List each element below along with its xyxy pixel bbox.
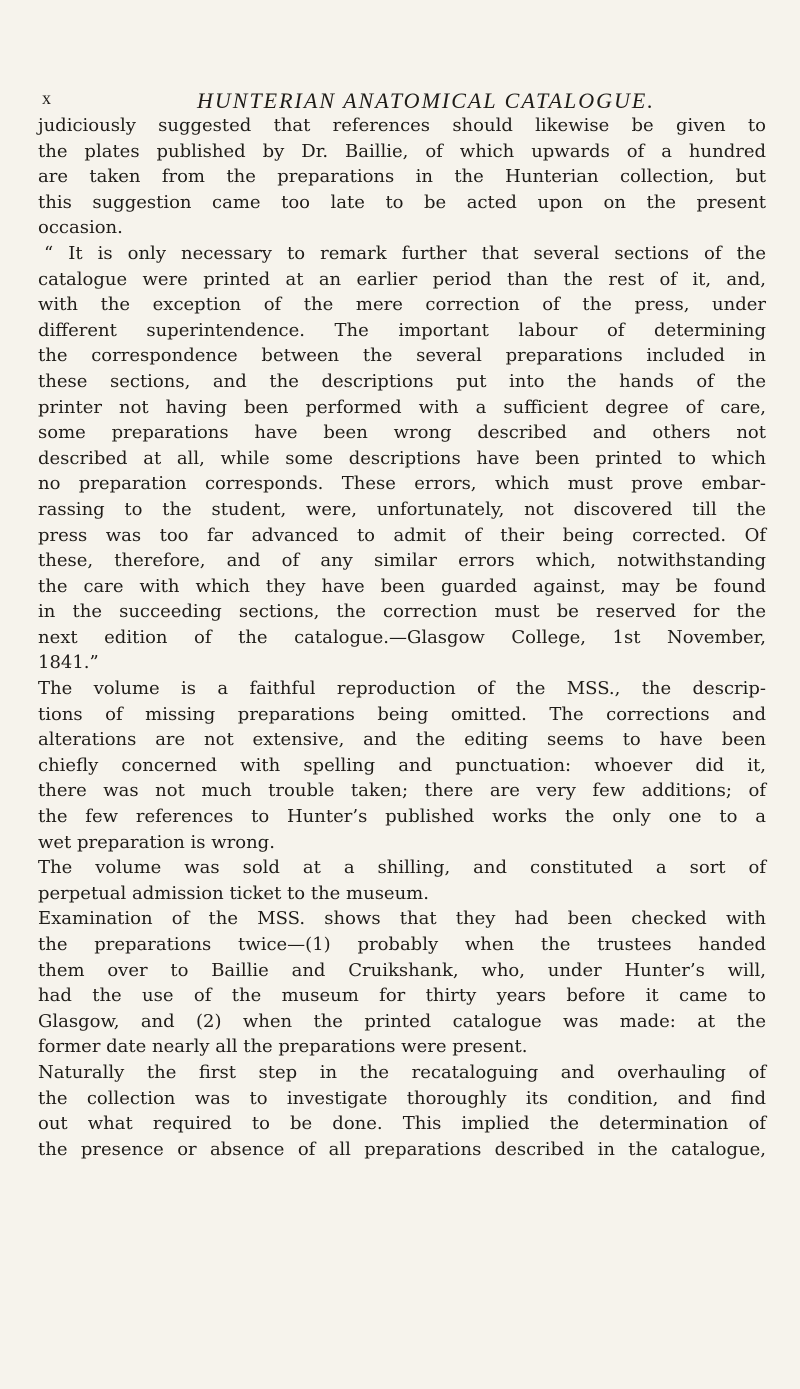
text-line: the plates published by Dr. Baillie, of which upwards of a hundred xyxy=(38,140,766,162)
text-line: the collection was to investigate thoroughly its condition, and find xyxy=(38,1087,766,1109)
text-line: in the succeeding sections, the correction must be reserved for the xyxy=(38,601,766,623)
text-line: catalogue were printed at an earlier period than the rest of it, and, xyxy=(38,268,766,290)
text-line: described at all, while some descriptions have been printed to which xyxy=(38,447,766,469)
text-line: perpetual admission ticket to the museum. xyxy=(38,882,429,904)
running-title: HUNTERIAN ANATOMICAL CATALOGUE. xyxy=(197,88,655,113)
text-line: rassing to the student, were, unfortunately, not discovered till the xyxy=(38,498,766,520)
text-line: Glasgow, and (2) when the printed catalogue was made: at the xyxy=(38,1010,766,1032)
text-line: printer not having been performed with a sufficient degree of care, xyxy=(38,396,766,418)
page-number: x xyxy=(42,88,52,108)
text-line: this suggestion came too late to be acted upon on the present xyxy=(38,191,766,213)
text-line: these sections, and the descriptions put into the hands of the xyxy=(38,370,766,392)
text-line: alterations are not extensive, and the editing seems to have been xyxy=(38,729,766,751)
text-line: Naturally the first step in the recataloguing and overhauling of xyxy=(38,1061,766,1083)
text-line: chiefly concerned with spelling and punctuation: whoever did it, xyxy=(38,754,766,776)
text-line: there was not much trouble taken; there are very few additions; of xyxy=(38,780,766,802)
running-head xyxy=(42,88,772,112)
text-line: the presence or absence of all preparations described in the catalogue, xyxy=(38,1138,766,1160)
text-line: tions of missing preparations being omitted. The corrections and xyxy=(38,703,766,725)
text-line: next edition of the catalogue.—Glasgow College, 1st November, xyxy=(38,626,766,648)
text-line: with the exception of the mere correction of the press, under xyxy=(38,294,766,316)
text-line: “ It is only necessary to remark further that several sections of the xyxy=(44,242,766,264)
text-line: the few references to Hunter’s published works the only one to a xyxy=(38,806,766,828)
body-text xyxy=(38,113,766,1162)
text-line: press was too far advanced to admit of their being corrected. Of xyxy=(38,524,766,546)
text-line: them over to Baillie and Cruikshank, who, under Hunter’s will, xyxy=(38,959,766,981)
text-line: Examination of the MSS. shows that they had been checked with xyxy=(38,908,766,930)
text-line: these, therefore, and of any similar errors which, notwithstanding xyxy=(38,550,766,572)
text-line: the correspondence between the several preparations included in xyxy=(38,345,766,367)
text-line: are taken from the preparations in the Hunterian collection, but xyxy=(38,166,766,188)
text-line: no preparation corresponds. These errors, which must prove embar- xyxy=(38,473,766,495)
text-line: wet preparation is wrong. xyxy=(38,831,275,853)
text-line: 1841.” xyxy=(38,652,99,674)
text-line: some preparations have been wrong described and others not xyxy=(38,422,766,444)
text-line: judiciously suggested that references should likewise be given to xyxy=(38,115,766,136)
text-line: The volume is a faithful reproduction of the MSS., the descrip- xyxy=(38,678,766,700)
text-line: different superintendence. The important labour of determining xyxy=(38,319,766,341)
text-line: former date nearly all the preparations were present. xyxy=(38,1036,528,1058)
text-line: The volume was sold at a shilling, and constituted a sort of xyxy=(38,857,766,879)
text-line: occasion. xyxy=(38,217,123,239)
text-line: the preparations twice—(1) probably when the trustees handed xyxy=(38,934,766,955)
text-line: had the use of the museum for thirty years before it came to xyxy=(38,985,766,1007)
text-line: the care with which they have been guarded against, may be found xyxy=(38,575,766,597)
text-line: out what required to be done. This implied the determination of xyxy=(38,1113,766,1135)
